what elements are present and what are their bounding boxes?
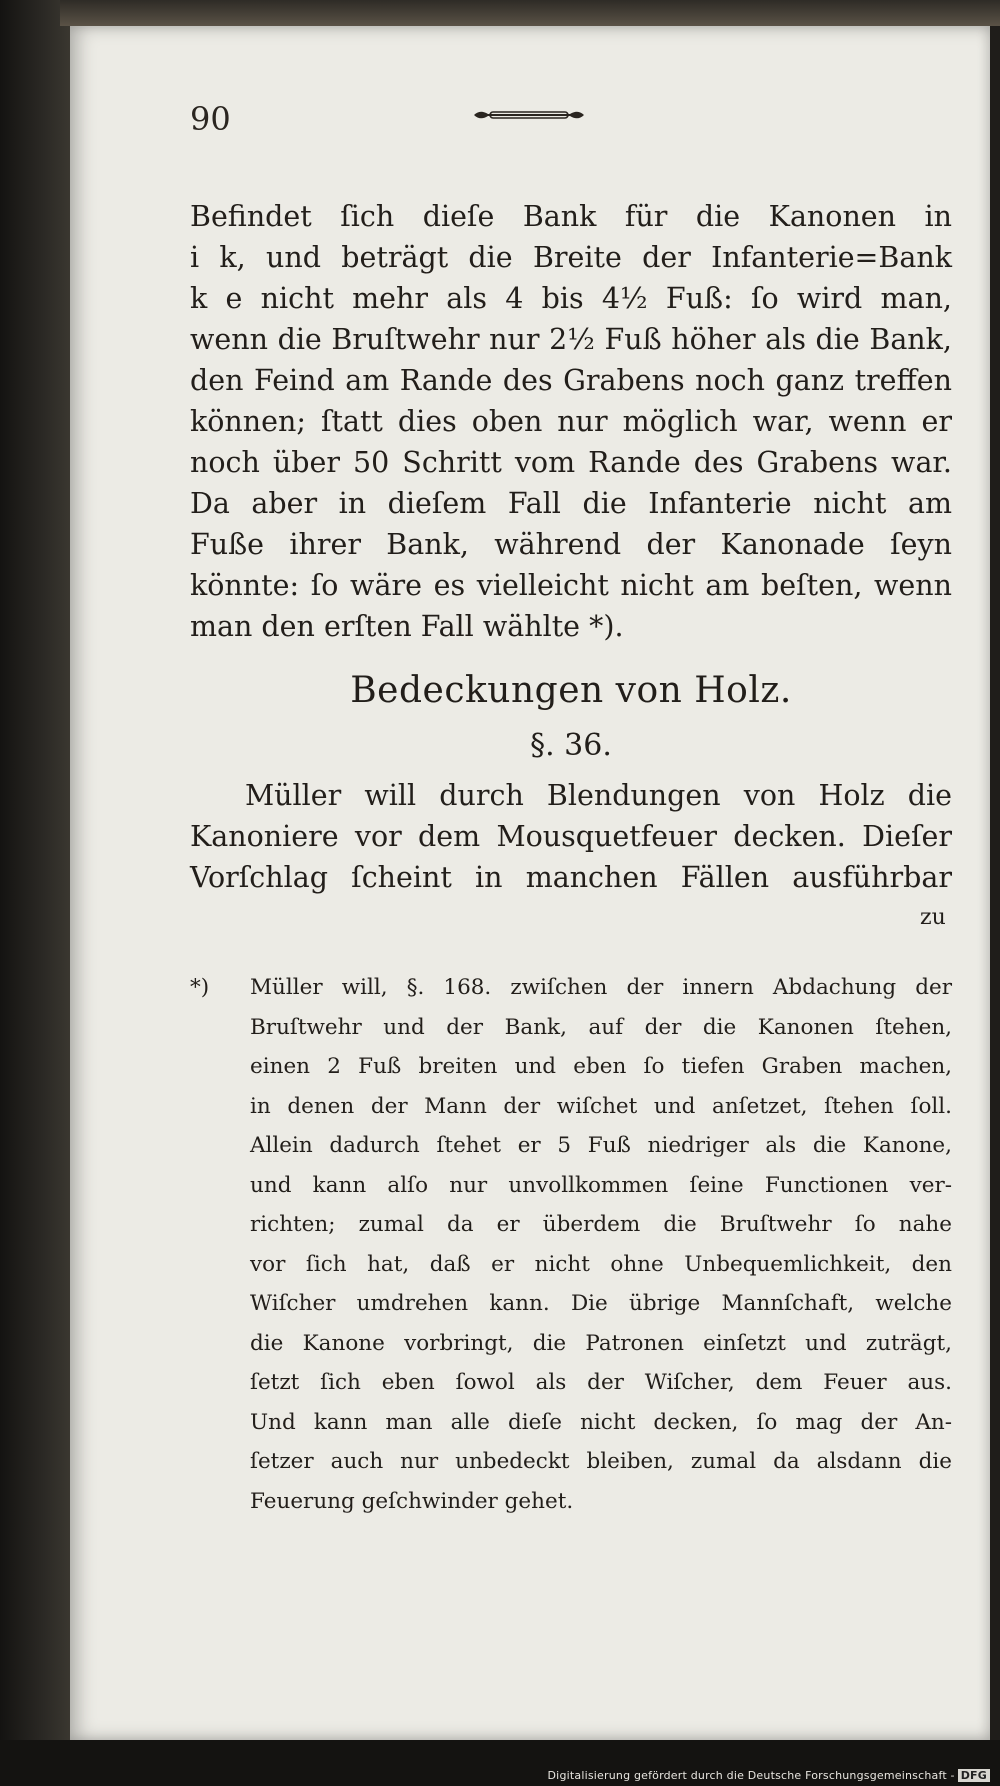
footnote-line: die Kanone vorbringt, die Patronen einſetzt und zuträgt,	[250, 1330, 952, 1356]
text-line: Befindet ſich dieſe Bank für die Kanonen in	[190, 200, 952, 233]
paragraph-1	[190, 196, 952, 647]
footnote-line: Bruſtwehr und der Bank, auf der die Kanonen ſtehen,	[250, 1014, 952, 1040]
text-line: Müller will durch Blendungen von Holz die	[245, 779, 952, 812]
footnote-line: Wiſcher umdrehen kann. Die übrige Mannſchaft, welche	[250, 1291, 952, 1316]
dfg-badge: DFG	[958, 1769, 990, 1782]
footnote	[190, 968, 952, 1521]
footnote-text: Müller will, §. 168. zwiſchen der innern Abdachung der	[250, 975, 952, 1000]
page-number: 90	[190, 100, 231, 138]
text-line: könnte: ſo wäre es vielleicht nicht am beſten, wenn	[190, 569, 952, 602]
footnote-line: vor ſich hat, daß er nicht ohne Unbequemlichkeit, den	[250, 1251, 952, 1277]
credit-text: Digitalisierung gefördert durch die Deutsche Forschungsgemeinschaft -	[547, 1769, 955, 1782]
bottom-bar	[0, 1740, 1000, 1786]
text-line: k e nicht mehr als 4 bis 4½ Fuß: ſo wird man,	[190, 282, 952, 315]
text-line: man den erſten Fall wählte *).	[190, 610, 624, 643]
catchword: zu	[920, 905, 946, 930]
footnote-first-line	[190, 968, 952, 1008]
page-top-edge	[60, 0, 1000, 26]
footnote-marker: *)	[190, 975, 210, 1000]
text-line: Da aber in dieſem Fall die Infanterie nicht am	[190, 487, 952, 520]
footnote-line: Und kann man alle dieſe nicht decken, ſo mag der An-	[250, 1409, 952, 1435]
footnote-line: ſetzer auch nur unbedeckt bleiben, zumal da alsdann die	[250, 1449, 952, 1474]
text-line: können; ſtatt dies oben nur möglich war, wenn er	[190, 405, 952, 438]
book-spine	[0, 0, 70, 1786]
footnote-line: Allein dadurch ſtehet er 5 Fuß niedriger als die Kanone,	[250, 1133, 952, 1158]
text-line: Kanoniere vor dem Mousquetfeuer decken. Dieſer	[190, 820, 952, 853]
text-line: Fuße ihrer Bank, während der Kanonade ſeyn	[190, 528, 952, 561]
text-line: wenn die Bruſtwehr nur 2½ Fuß höher als die Bank,	[190, 323, 952, 356]
paragraph-2	[190, 775, 952, 898]
footnote-line: ſetzt ſich eben ſowol als der Wiſcher, dem Feuer aus.	[250, 1370, 952, 1395]
footnote-line: einen 2 Fuß breiten und eben ſo tiefen Graben machen,	[250, 1054, 952, 1079]
footnote-line: und kann alſo nur unvollkommen ſeine Functionen ver-	[250, 1172, 952, 1198]
footnote-line: Feuerung geſchwinder gehet.	[250, 1488, 574, 1514]
footnote-line: richten; zumal da er überdem die Bruſtwehr ſo nahe	[250, 1212, 952, 1237]
section-heading: Bedeckungen von Holz.	[350, 670, 792, 711]
text-line: noch über 50 Schritt vom Rande des Grabens war.	[190, 446, 952, 479]
digitization-credit	[548, 1769, 990, 1782]
text-line: den Feind am Rande des Grabens noch ganz treffen	[190, 364, 952, 397]
footnote-line: in denen der Mann der wiſchet und anſetzet, ſtehen ſoll.	[250, 1093, 952, 1119]
header-ornament	[470, 108, 588, 122]
section-number: §. 36.	[530, 728, 612, 763]
text-line: i k, und beträgt die Breite der Infanterie=Bank	[190, 241, 952, 274]
text-line: Vorſchlag ſcheint in manchen Fällen ausführbar	[190, 861, 952, 894]
